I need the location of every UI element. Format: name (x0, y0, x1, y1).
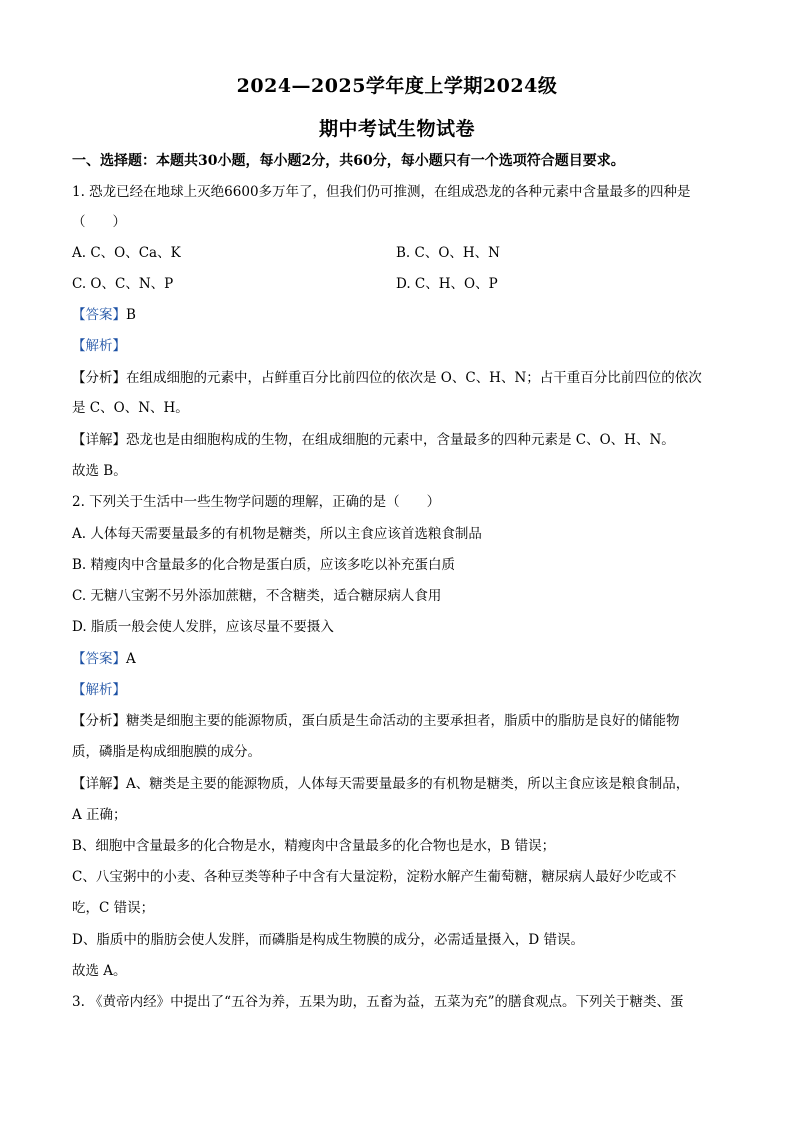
q2-option-d: D. 脂质一般会使人发胖，应该尽量不要摄入 (72, 619, 334, 635)
q2-xiangjie-line5: 吃，C 错误； (72, 900, 155, 916)
fenxi-tag: 【分析】 (72, 370, 126, 386)
q1-answer-value: B (126, 307, 136, 323)
exam-title-line2: 期中考试生物试卷 (318, 118, 475, 140)
answer-tag: 【答案】 (72, 651, 126, 667)
q2-xiangjie-line6: D、脂质中的脂肪会使人发胖，而磷脂是构成生物膜的成分，必需适量摄入，D 错误。 (72, 932, 584, 948)
q2-fenxi-line1 (72, 712, 680, 730)
q2-xiangjie-text1: A、糖类是主要的能源物质，人体每天需要量最多的有机物是糖类，所以主食应该是粮食制品， (126, 776, 690, 792)
q2-answer-line (72, 650, 136, 668)
q1-conclusion: 故选 B。 (72, 463, 127, 479)
q2-fenxi-text1: 糖类是细胞主要的能源物质，蛋白质是生命活动的主要承担者，脂质中的脂肪是良好的储能物 (126, 713, 680, 729)
q2-option-a: A. 人体每天需要量最多的有机物是糖类，所以主食应该首选粮食制品 (72, 526, 482, 542)
q2-xiangjie-line2: A 正确； (72, 807, 127, 823)
q1-stem-line2: （ ） (72, 214, 126, 230)
q2-answer-value: A (126, 651, 136, 667)
analysis-tag: 【解析】 (72, 338, 126, 354)
fenxi-tag: 【分析】 (72, 713, 126, 729)
q2-conclusion: 故选 A。 (72, 963, 127, 979)
q2-analysis-line (72, 681, 126, 699)
analysis-tag: 【解析】 (72, 682, 126, 698)
q1-fenxi-text1: 在组成细胞的元素中，占鲜重百分比前四位的依次是 O、C、H、N；占干重百分比前四位的依次 (126, 370, 702, 386)
q1-option-a: A. C、O、Ca、K (72, 245, 181, 261)
q1-option-c: C. O、C、N、P (72, 276, 174, 292)
q1-answer-line (72, 306, 136, 324)
q1-option-b: B. C、O、H、N (396, 245, 500, 261)
section-heading: 一、选择题：本题共30小题，每小题2分，共60分，每小题只有一个选项符合题目要求。 (72, 153, 625, 169)
xiangjie-tag: 【详解】 (72, 432, 126, 448)
q2-xiangjie-line4: C、八宝粥中的小麦、各种豆类等种子中含有大量淀粉，淀粉水解产生葡萄糖，糖尿病人最好少吃或不 (72, 869, 677, 885)
q2-option-c: C. 无糖八宝粥不另外添加蔗糖，不含糖类，适合糖尿病人食用 (72, 588, 442, 604)
exam-title-line1: 2024—2025学年度上学期2024级 (236, 75, 558, 97)
q1-fenxi-line1 (72, 369, 702, 387)
xiangjie-tag: 【详解】 (72, 776, 126, 792)
q1-option-d: D. C、H、O、P (396, 276, 498, 292)
q1-xiangjie-line1 (72, 431, 675, 449)
q1-stem-line1: 1. 恐龙已经在地球上灭绝6600多万年了，但我们仍可推测，在组成恐龙的各种元素中含量最多的四种是 (72, 184, 691, 200)
q2-option-b: B. 精瘦肉中含量最多的化合物是蛋白质，应该多吃以补充蛋白质 (72, 557, 456, 573)
q2-stem: 2. 下列关于生活中一些生物学问题的理解，正确的是（ ） (72, 494, 441, 510)
q1-analysis-line (72, 337, 126, 355)
answer-tag: 【答案】 (72, 307, 126, 323)
q2-xiangjie-line1 (72, 775, 689, 793)
q3-stem-line1: 3. 《黄帝内经》中提出了“五谷为养，五果为助，五畜为益，五菜为充”的膳食观点。下列关于糖类、蛋 (72, 994, 684, 1010)
q2-fenxi-line2: 质，磷脂是构成细胞膜的成分。 (72, 744, 261, 760)
q1-fenxi-line2: 是 C、O、N、H。 (72, 400, 189, 416)
q1-xiangjie-text1: 恐龙也是由细胞构成的生物，在组成细胞的元素中，含量最多的四种元素是 C、O、H、N。 (126, 432, 675, 448)
q2-xiangjie-line3: B、细胞中含量最多的化合物是水，精瘦肉中含量最多的化合物也是水，B 错误； (72, 838, 556, 854)
